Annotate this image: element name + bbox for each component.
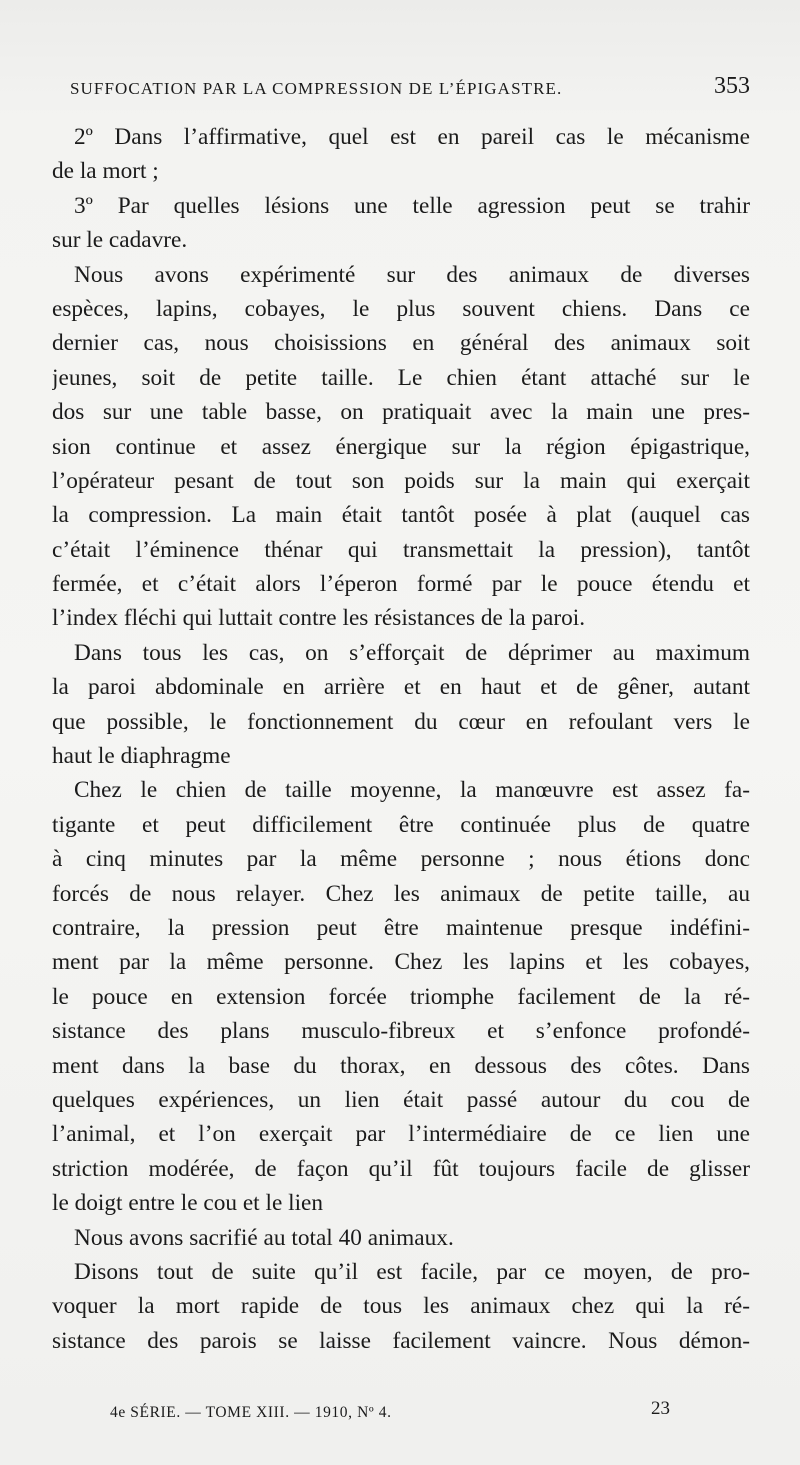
- text-line: tigante et peut difficilement être continuée plus de quatre: [52, 811, 750, 838]
- text-line: sistance des parois se laisse facilement vaincre. Nous démon-: [52, 1327, 750, 1354]
- text-line: Nous avons sacrifié au total 40 animaux.: [74, 1224, 454, 1251]
- text-line: striction modérée, de façon qu’il fût toujours facile de glisser: [52, 1155, 750, 1182]
- text-line: le pouce en extension forcée triomphe facilement de la ré-: [52, 983, 750, 1010]
- body-text: [52, 120, 750, 1358]
- text-line: c’était l’éminence thénar qui transmettait la pression), tantôt: [52, 536, 750, 563]
- text-line: l’animal, et l’on exerçait par l’intermédiaire de ce lien une: [52, 1121, 750, 1148]
- text-line: l’index fléchi qui luttait contre les résistances de la paroi.: [52, 605, 586, 632]
- text-line: sistance des plans musculo-fibreux et s’enfonce profondé-: [52, 1018, 750, 1045]
- text-line: sur le cadavre.: [52, 227, 188, 254]
- text-line: ment dans la base du thorax, en dessous des côtes. Dans: [52, 1052, 750, 1079]
- text-line: quelques expériences, un lien était passé autour du cou de: [52, 1086, 750, 1113]
- text-line: Disons tout de suite qu’il est facile, par ce moyen, de pro-: [74, 1258, 750, 1285]
- text-line: Chez le chien de taille moyenne, la manœuvre est assez fa-: [74, 777, 750, 804]
- text-line: espèces, lapins, cobayes, le plus souvent chiens. Dans ce: [52, 295, 750, 322]
- text-line: 2º Dans l’affirmative, quel est en pareil cas le mécanisme: [74, 124, 750, 150]
- text-line: Dans tous les cas, on s’efforçait de déprimer au maximum: [74, 639, 750, 666]
- text-line: l’opérateur pesant de tout son poids sur la main qui exerçait: [52, 467, 750, 494]
- text-line: contraire, la pression peut être maintenue presque indéfini-: [52, 914, 750, 941]
- text-line: sion continue et assez énergique sur la région épigastrique,: [52, 433, 750, 460]
- text-line: fermée, et c’était alors l’éperon formé par le pouce étendu et: [52, 571, 750, 598]
- text-line: le doigt entre le cou et le lien: [52, 1190, 324, 1217]
- text-line: dernier cas, nous choisissions en général des animaux soit: [52, 330, 750, 357]
- text-line: Nous avons expérimenté sur des animaux de diverses: [74, 261, 750, 288]
- text-line: que possible, le fonctionnement du cœur en refoulant vers le: [52, 708, 750, 735]
- text-line: haut le diaphragme: [52, 743, 231, 770]
- text-line: jeunes, soit de petite taille. Le chien étant attaché sur le: [52, 364, 750, 391]
- sheet-number: 23: [651, 1398, 670, 1419]
- text-line: dos sur une table basse, on pratiquait avec la main une pres-: [52, 399, 750, 426]
- page-footer: [110, 1398, 670, 1428]
- text-line: la compression. La main était tantôt posée à plat (auquel cas: [52, 502, 750, 529]
- running-title: SUFFOCATION PAR LA COMPRESSION DE L’ÉPIGASTRE.: [70, 79, 563, 98]
- page-number: 353: [714, 73, 750, 99]
- running-head: [70, 73, 750, 103]
- printer-signature: 4e SÉRIE. — TOME XIII. — 1910, Nº 4.: [110, 1404, 392, 1421]
- text-line: voquer la mort rapide de tous les animaux chez qui la ré-: [52, 1293, 750, 1320]
- text-line: à cinq minutes par la même personne ; nous étions donc: [52, 846, 750, 873]
- text-line: forcés de nous relayer. Chez les animaux de petite taille, au: [52, 880, 750, 907]
- text-line: la paroi abdominale en arrière et en haut et de gêner, autant: [52, 674, 750, 701]
- text-line: de la mort ;: [52, 158, 159, 185]
- text-line: 3º Par quelles lésions une telle agression peut se trahir: [74, 192, 750, 219]
- text-line: ment par la même personne. Chez les lapins et les cobayes,: [52, 949, 750, 976]
